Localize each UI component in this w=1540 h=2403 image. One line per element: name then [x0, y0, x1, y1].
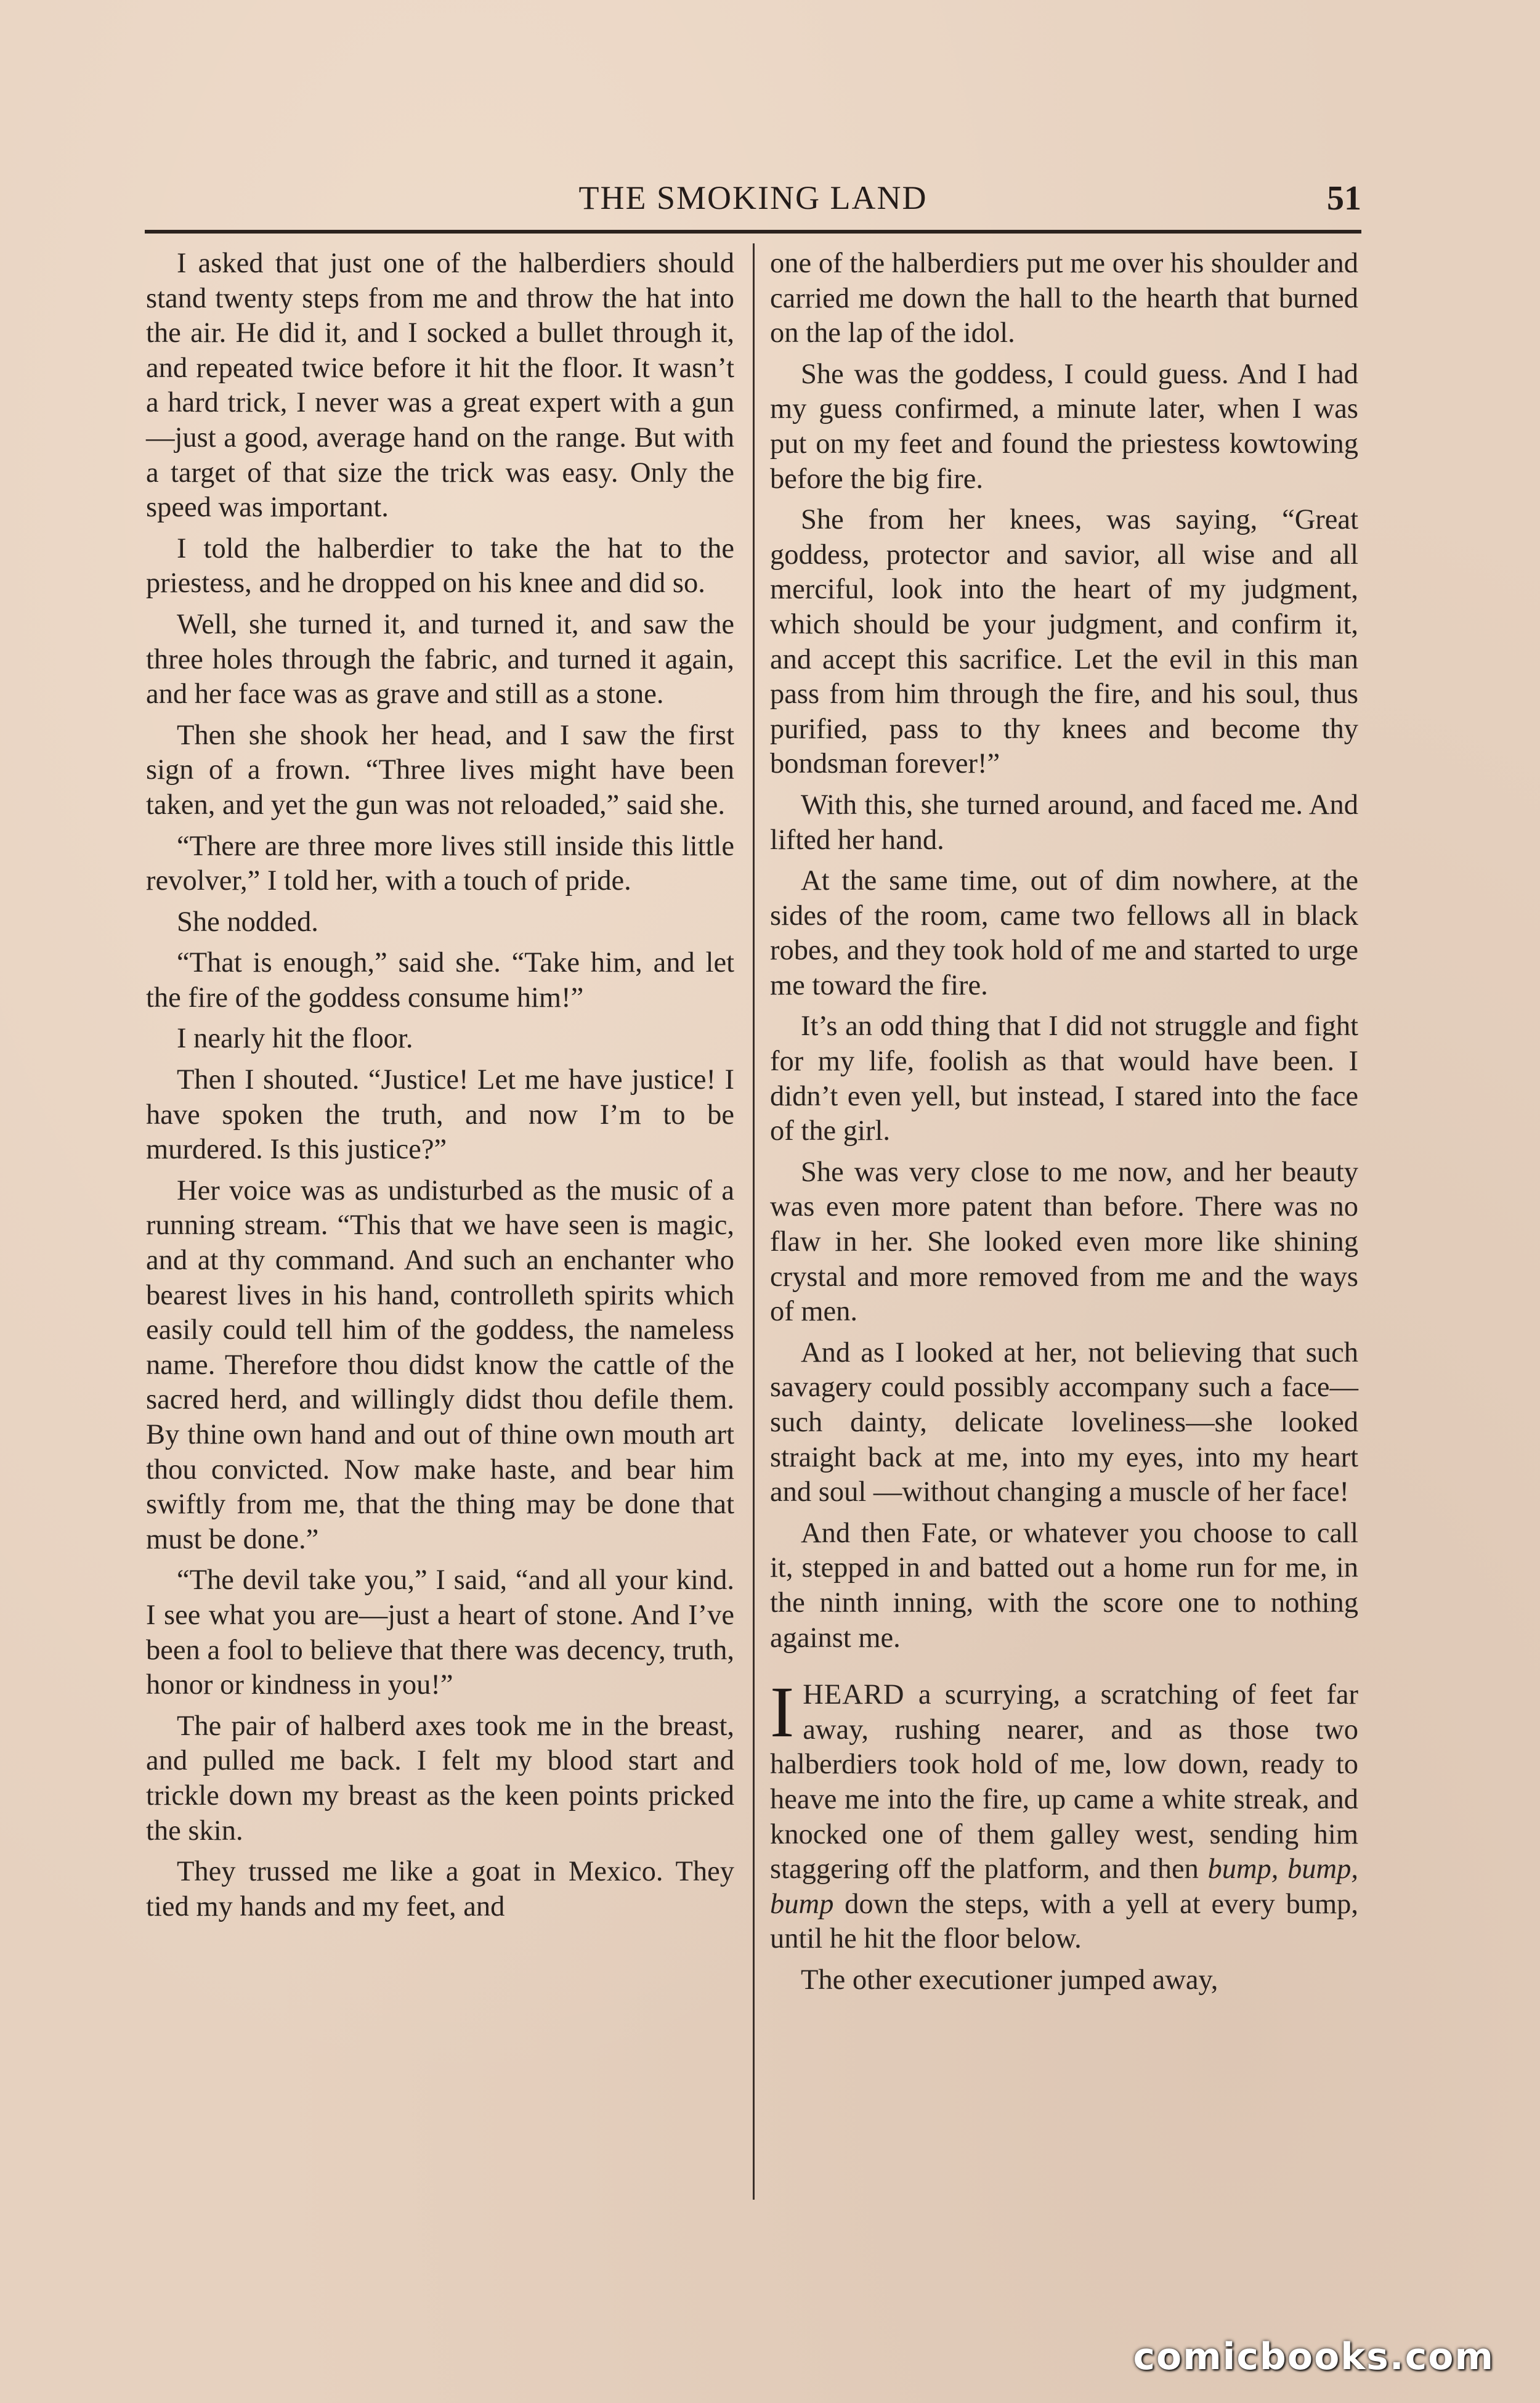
header-rule	[145, 230, 1361, 234]
paragraph: “There are three more lives still inside this little revolver,” I told her, with a touch of pride.	[146, 830, 734, 897]
paragraph: With this, she turned around, and faced me. And lifted her hand.	[770, 789, 1358, 856]
paragraph-text: a scurrying, a scratching of feet far away, rushing nearer, and as those two halberdiers took hold of me, low down, ready to heave me into the fire, up came a white streak, and knocked one of them galley west, sending him staggering off the platform, and then	[770, 1679, 1358, 1885]
paragraph: The other executioner jumped away,	[801, 1964, 1218, 1996]
paragraph: And as I looked at her, not believing that such savagery could possibly accompany such a face—such dainty, delicate loveliness—she looked straight back at me, into my eyes, into my heart and soul —without changing a muscle of her face!	[770, 1336, 1358, 1508]
paragraph: She nodded.	[177, 906, 318, 938]
page-number: 51	[1327, 179, 1361, 218]
lead-in-word: HEARD	[803, 1679, 905, 1711]
italic-text: bump, bump, bump	[770, 1853, 1358, 1920]
paragraph: Then she shook her head, and I saw the first sign of a frown. “Three lives might have been taken, and yet the gun was not reloaded,” said she.	[146, 719, 734, 821]
running-title: THE SMOKING LAND	[578, 179, 928, 216]
section-opening-paragraph	[770, 1672, 1358, 1957]
paragraph: “That is enough,” said she. “Take him, and let the fire of the goddess consume him!”	[146, 947, 734, 1014]
paragraph: Well, she turned it, and turned it, and saw the three holes through the fabric, and turned it again, and her face was as grave and still as a stone.	[146, 608, 734, 710]
page-header	[145, 179, 1361, 228]
paragraph: She was the goddess, I could guess. And I had my guess confirmed, a minute later, when I was put on my feet and found the priestess kowtowing before the big fire.	[770, 358, 1358, 495]
column-divider	[753, 243, 755, 2200]
watermark-logo: comicbooks.com	[1133, 2335, 1494, 2378]
paragraph: She from her knees, was saying, “Great goddess, protector and savior, all wise and all merciful, look into the heart of my judgment, which should be your judgment, and confirm it, and accept this sacrifice. Let the evil in this man pass from him through the fire, and his soul, thus purified, pass to thy knees and become thy bondsman forever!”	[770, 504, 1358, 780]
paragraph: It’s an odd thing that I did not struggle and fight for my life, foolish as that would have been. I didn’t even yell, but instead, I stared into the face of the girl.	[770, 1010, 1358, 1147]
right-column	[770, 246, 1358, 2004]
paragraph: Her voice was as undisturbed as the music of a running stream. “This that we have seen is magic, and at thy command. And such an enchanter who bearest lives in his hand, controlleth spirits which easily could tell him of the goddess, the nameless name. Therefore thou didst know the cattle of the sacred herd, and willingly didst thou defile them. By thine own hand and out of thine own mouth art thou convicted. Now make haste, and bear him swiftly from me, that the thing may be done that must be done.”	[146, 1174, 734, 1555]
paragraph: And then Fate, or whatever you choose to call it, stepped in and batted out a home run for me, in the ninth inning, with the score one to nothing against me.	[770, 1517, 1358, 1654]
paragraph: They trussed me like a goat in Mexico. They tied my hands and my feet, and	[146, 1856, 734, 1922]
paragraph: I nearly hit the floor.	[177, 1023, 413, 1055]
paragraph: I asked that just one of the halberdiers should stand twenty steps from me and throw the hat into the air. He did it, and I socked a bullet through it, and repeated twice before it hit the floor. It wasn’t a hard trick, I never was a great expert with a gun—just a good, average hand on the range. But with a target of that size the trick was easy. Only the speed was important.	[146, 248, 734, 524]
paragraph-continuation: one of the halberdiers put me over his shoulder and carried me down the hall to the hearth that burned on the lap of the idol.	[770, 248, 1358, 349]
paragraph: The pair of halberd axes took me in the breast, and pulled me back. I felt my blood start and trickle down my breast as the keen points pricked the skin.	[146, 1710, 734, 1847]
paragraph: I told the halberdier to take the hat to the priestess, and he dropped on his knee and did so.	[146, 532, 734, 600]
paragraph: “The devil take you,” I said, “and all your kind. I see what you are—just a heart of stone. And I’ve been a fool to believe that there was decency, truth, honor or kindness in you!”	[146, 1564, 734, 1701]
paragraph: Then I shouted. “Justice! Let me have justice! I have spoken the truth, and now I’m to be murdered. Is this justice?”	[146, 1064, 734, 1166]
drop-cap: I	[770, 1672, 795, 1753]
paragraph-text: down the steps, with a yell at every bump, until he hit the floor below.	[770, 1888, 1358, 1955]
paragraph: She was very close to me now, and her beauty was even more patent than before. There was no flaw in her. She looked even more like shining crystal and more removed from me and the ways of men.	[770, 1156, 1358, 1328]
left-column	[146, 246, 734, 1930]
paragraph: At the same time, out of dim nowhere, at the sides of the room, came two fellows all in black robes, and they took hold of me and started to urge me toward the fire.	[770, 865, 1358, 1001]
